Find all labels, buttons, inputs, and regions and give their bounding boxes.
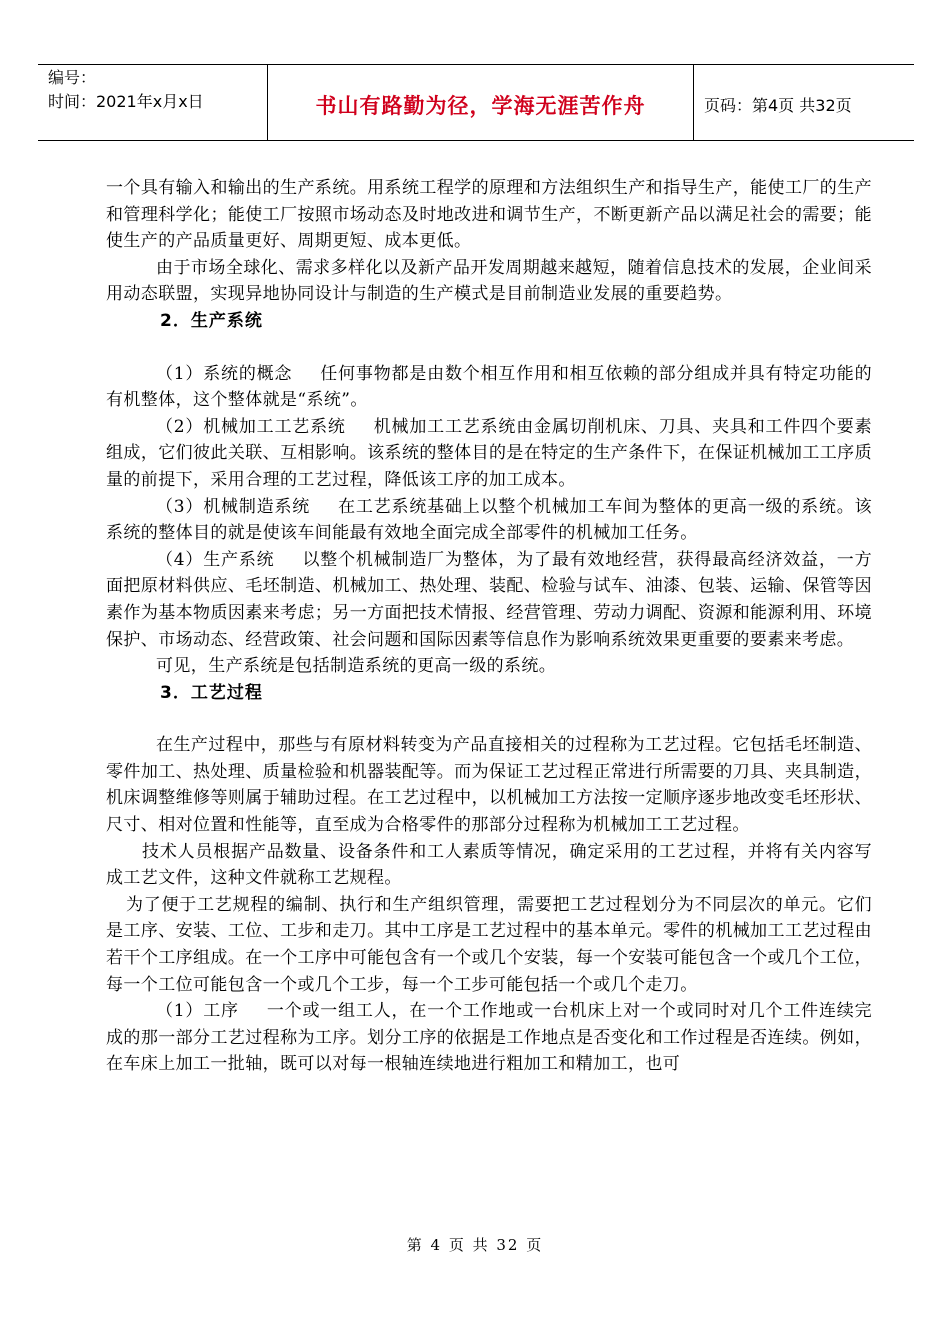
definition-text: 机械加工工艺系统由金属切削机床、刀具、夹具和工件四个要素组成，它们彼此关联、互相影响。该系统的整体目的是在特定的生产条件下，在保证机械加工工序质量的前提下，采用合理的工艺过程，降低该工序的加工成本。: [106, 416, 873, 490]
paragraph: 为了便于工艺规程的编制、执行和生产组织管理，需要把工艺过程划分为不同层次的单元。它们是工序、安装、工位、工步和走刀。其中工序是工艺过程中的基本单元。零件的机械加工工艺过程由若干个工序组成。在一个工序中可能包含有一个或几个安装，每一个安装可能包含一个或几个工位，每一个工位可能包含一个或几个工步，每一个工步可能包括一个或几个走刀。: [106, 894, 872, 995]
definition-paragraph: [106, 494, 872, 547]
definition-text: 在工艺系统基础上以整个机械加工车间为整体的更高一级的系统。该系统的整体目的就是使该车间能最有效地全面完成全部零件的机械加工任务。: [106, 496, 872, 544]
paragraph: 由于市场全球化、需求多样化以及新产品开发周期越来越短，随着信息技术的发展，企业间采用动态联盟，实现异地协同设计与制造的生产模式是目前制造业发展的重要趋势。: [106, 257, 872, 305]
paragraph: 在生产过程中，那些与有原材料转变为产品直接相关的过程称为工艺过程。它包括毛坯制造、零件加工、热处理、质量检验和机器装配等。而为保证工艺过程正常进行所需要的刀具、夹具制造，机床调整维修等则属于辅助过程。在工艺过程中，以机械加工方法按一定顺序逐步地改变毛坯形状、尺寸、相对位置和性能等，直至成为合格零件的那部分过程称为机械加工工艺过程。: [106, 735, 872, 836]
definition-paragraph: [106, 547, 872, 653]
paragraph: 一个具有输入和输出的生产系统。用系统工程学的原理和方法组织生产和指导生产，能使工厂的生产和管理科学化；能使工厂按照市场动态及时地改进和调节生产，不断更新产品以满足社会的需要；能使生产的产品质量更好、周期更短、成本更低。: [106, 178, 872, 252]
paragraph: 技术人员根据产品数量、设备条件和工人素质等情况，确定采用的工艺过程，并将有关内容写成工艺文件，这种文件就称工艺规程。: [106, 841, 872, 889]
header-divider-right: [693, 64, 694, 141]
document-body: [106, 175, 872, 1078]
definition-text: 任何事物都是由数个相互作用和相互依赖的部分组成并具有特定功能的有机整体，这个整体就是“系统”。: [106, 363, 872, 411]
definition-paragraph: [106, 414, 872, 494]
header-top-rule: [38, 64, 914, 65]
definition-term: （1）系统的概念: [156, 363, 293, 384]
definition-term: （4）生产系统: [156, 549, 275, 570]
spacer: [106, 335, 872, 361]
definition-term: （3）机械制造系统: [156, 496, 311, 517]
paragraph: 可见，生产系统是包括制造系统的更高一级的系统。: [156, 656, 557, 677]
time-label: 时间：2021年x月x日: [48, 92, 204, 111]
section-heading: 3．工艺过程: [160, 682, 263, 703]
header-motto: 书山有路勤为径，学海无涯苦作舟: [315, 94, 646, 118]
section-heading: 2．生产系统: [160, 310, 263, 331]
page-footer: 第 4 页 共 32 页: [406, 1236, 544, 1254]
definition-paragraph: [106, 998, 872, 1078]
definition-term: （1）工序: [156, 1001, 239, 1022]
header-bottom-rule: [38, 140, 914, 141]
header-meta: [48, 66, 204, 114]
header-page-info: 页码：第4页 共32页: [704, 96, 852, 115]
definition-text: 以整个机械制造厂为整体，为了最有效地经营，获得最高经济效益，一方面把原材料供应、毛坯制造、机械加工、热处理、装配、检验与试车、油漆、包装、运输、保管等因素作为基本物质因素来考虑；另一方面把技术情报、经营管理、劳动力调配、资源和能源利用、环境保护、市场动态、经营政策、社会问题和国际因素等信息作为影响系统效果更重要的要素来考虑。: [106, 549, 872, 650]
definition-term: （2）机械加工工艺系统: [156, 416, 346, 437]
spacer: [106, 706, 872, 732]
definition-text: 一个或一组工人，在一个工作地或一台机床上对一个或同时对几个工件连续完成的那一部分工艺过程称为工序。划分工序的依据是工作地点是否变化和工作过程是否连续。例如，在车床上加工一批轴，既可以对每一根轴连续地进行粗加工和精加工，也可: [106, 1001, 872, 1075]
serial-label: 编号：: [48, 68, 97, 87]
definition-paragraph: [106, 361, 872, 414]
